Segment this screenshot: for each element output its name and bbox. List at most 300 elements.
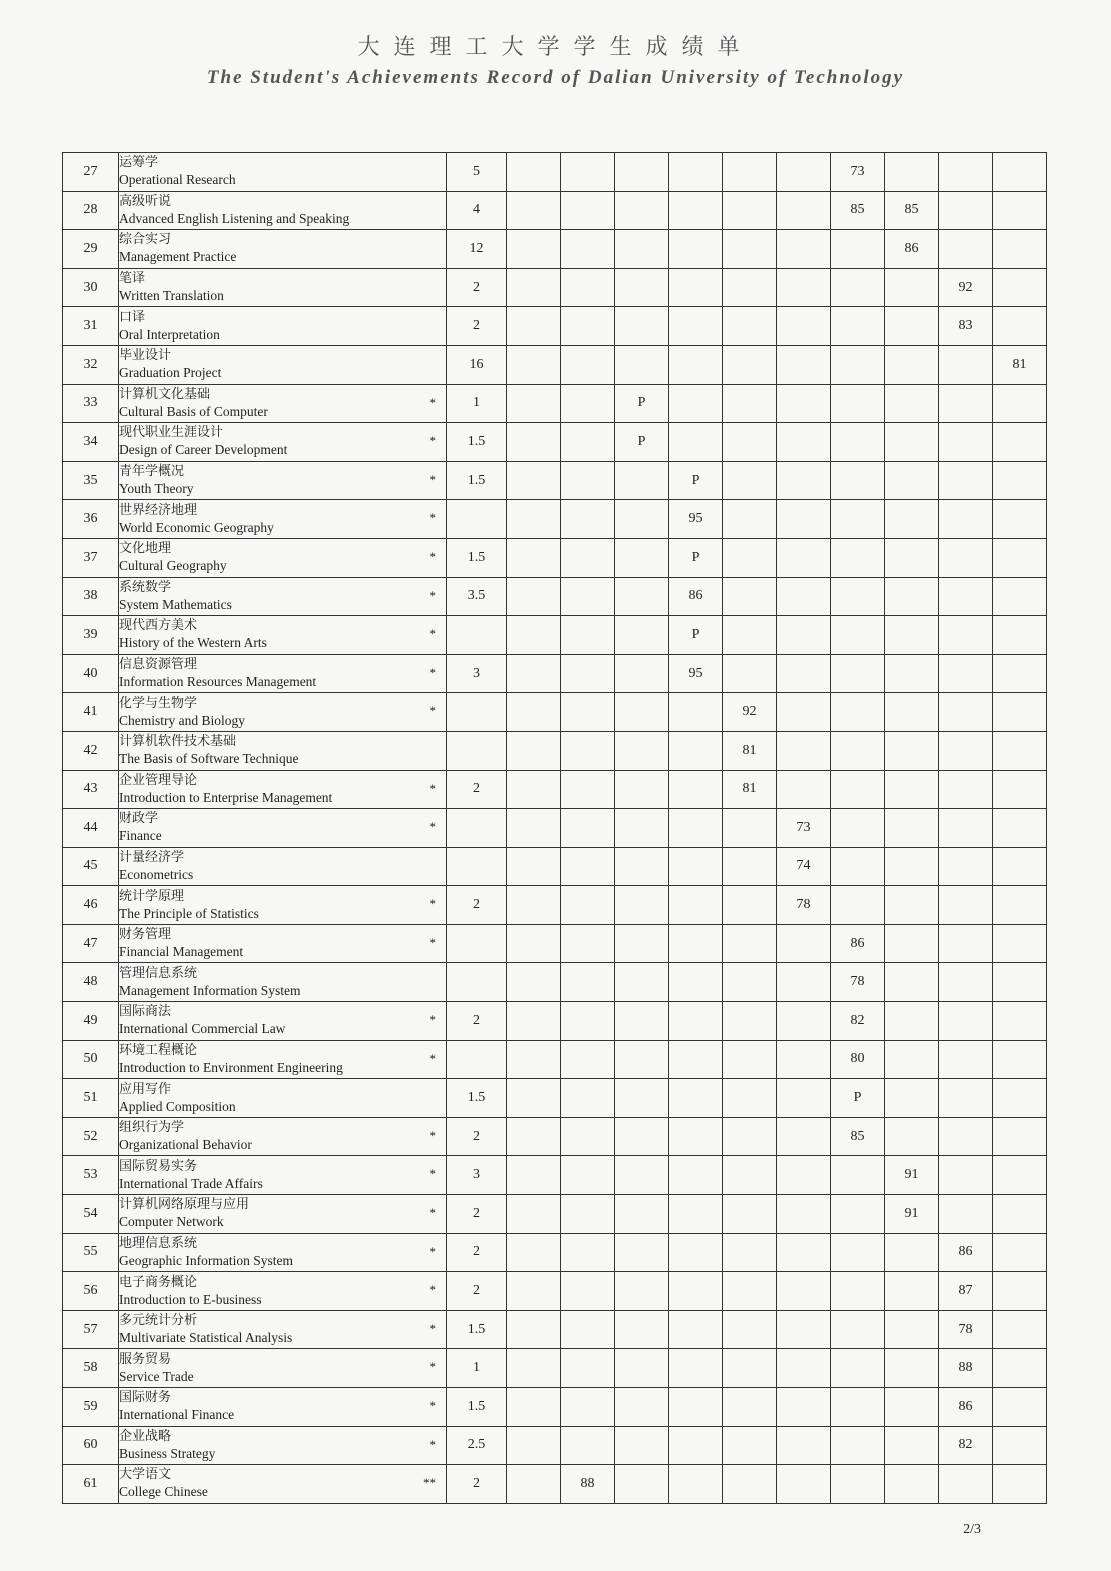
elective-mark: * (429, 664, 436, 680)
table-row (63, 1002, 1047, 1041)
row-number: 59 (63, 1388, 119, 1427)
score-cell: 92 (939, 268, 993, 307)
score-cell: 78 (777, 886, 831, 925)
course-cell (119, 423, 447, 462)
table-row (63, 577, 1047, 616)
score-cell (939, 423, 993, 462)
credit-cell: 2.5 (447, 1426, 507, 1465)
score-cell (561, 693, 615, 732)
score-cell (615, 153, 669, 192)
score-cell: 78 (831, 963, 885, 1002)
score-cell (669, 1117, 723, 1156)
table-row (63, 384, 1047, 423)
course-name-english: Computer Network (119, 1214, 224, 1230)
score-cell (993, 886, 1047, 925)
table-row (63, 1388, 1047, 1427)
score-cell (885, 345, 939, 384)
table-row (63, 1426, 1047, 1465)
score-cell (777, 384, 831, 423)
score-cell (561, 191, 615, 230)
course-name-chinese: 国际商法 (119, 1004, 172, 1020)
course-cell (119, 461, 447, 500)
score-cell (669, 307, 723, 346)
score-cell (561, 654, 615, 693)
score-cell (831, 1195, 885, 1234)
course-name-chinese: 服务贸易 (119, 1351, 172, 1367)
score-cell (507, 268, 561, 307)
course-cell (119, 847, 447, 886)
course-name-english: College Chinese (119, 1484, 208, 1500)
table-row (63, 963, 1047, 1002)
course-name-chinese: 综合实习 (119, 232, 172, 248)
credit-cell: 4 (447, 191, 507, 230)
score-cell (723, 616, 777, 655)
row-number: 34 (63, 423, 119, 462)
row-number: 33 (63, 384, 119, 423)
course-name-english: Design of Career Development (119, 442, 288, 458)
credit-cell: 1 (447, 1349, 507, 1388)
score-cell (777, 1117, 831, 1156)
row-number: 27 (63, 153, 119, 192)
score-cell (939, 577, 993, 616)
course-name-chinese: 统计学原理 (119, 888, 185, 904)
course-name-english: Organizational Behavior (119, 1137, 252, 1153)
course-name-chinese: 企业战略 (119, 1428, 172, 1444)
score-cell: 73 (831, 153, 885, 192)
score-cell (885, 1272, 939, 1311)
row-number: 41 (63, 693, 119, 732)
score-cell (723, 461, 777, 500)
course-name-english: Multivariate Statistical Analysis (119, 1330, 293, 1346)
score-cell (669, 1310, 723, 1349)
row-number: 31 (63, 307, 119, 346)
elective-mark: * (429, 471, 436, 487)
table-row (63, 1349, 1047, 1388)
credit-cell: 3.5 (447, 577, 507, 616)
score-cell (669, 770, 723, 809)
score-cell (669, 345, 723, 384)
score-cell (939, 924, 993, 963)
course-name-chinese: 财务管理 (119, 927, 172, 943)
score-cell (507, 1002, 561, 1041)
score-cell (939, 963, 993, 1002)
credit-cell: 1.5 (447, 423, 507, 462)
credit-cell: 5 (447, 153, 507, 192)
score-cell (777, 461, 831, 500)
table-row (63, 770, 1047, 809)
course-name-chinese: 现代职业生涯设计 (119, 425, 224, 441)
score-cell (885, 1040, 939, 1079)
score-cell (615, 616, 669, 655)
score-cell (939, 847, 993, 886)
score-cell (885, 461, 939, 500)
score-cell (615, 500, 669, 539)
score-cell (885, 1117, 939, 1156)
score-cell (831, 577, 885, 616)
elective-mark: * (429, 1282, 436, 1298)
score-cell (669, 153, 723, 192)
course-cell (119, 1388, 447, 1427)
score-cell (669, 886, 723, 925)
course-name-chinese: 多元统计分析 (119, 1313, 198, 1329)
score-cell (669, 1426, 723, 1465)
score-cell (777, 538, 831, 577)
row-number: 39 (63, 616, 119, 655)
score-cell: 86 (939, 1388, 993, 1427)
course-name-english: Applied Composition (119, 1098, 236, 1114)
course-cell (119, 1195, 447, 1234)
score-cell (723, 1195, 777, 1234)
course-name-chinese: 地理信息系统 (119, 1235, 198, 1251)
table-row (63, 616, 1047, 655)
score-cell (561, 886, 615, 925)
score-cell (507, 770, 561, 809)
score-cell (669, 1040, 723, 1079)
course-cell (119, 1465, 447, 1504)
score-cell (723, 1156, 777, 1195)
course-cell (119, 230, 447, 269)
score-cell (507, 1156, 561, 1195)
score-cell (885, 268, 939, 307)
grades-table (62, 152, 1047, 1504)
score-cell (993, 500, 1047, 539)
score-cell (939, 1040, 993, 1079)
course-cell (119, 886, 447, 925)
score-cell (561, 731, 615, 770)
score-cell (777, 616, 831, 655)
row-number: 52 (63, 1117, 119, 1156)
credit-cell: 12 (447, 230, 507, 269)
table-row (63, 654, 1047, 693)
score-cell: 86 (669, 577, 723, 616)
row-number: 51 (63, 1079, 119, 1118)
score-cell: 83 (939, 307, 993, 346)
table-row (63, 1117, 1047, 1156)
score-cell (939, 693, 993, 732)
score-cell (615, 1310, 669, 1349)
score-cell (723, 1310, 777, 1349)
course-cell (119, 1233, 447, 1272)
score-cell (507, 1465, 561, 1504)
score-cell (777, 963, 831, 1002)
score-cell: 80 (831, 1040, 885, 1079)
credit-cell: 1.5 (447, 1388, 507, 1427)
score-cell (561, 1388, 615, 1427)
score-cell (723, 307, 777, 346)
score-cell (723, 500, 777, 539)
score-cell (561, 577, 615, 616)
score-cell (993, 847, 1047, 886)
credit-cell (447, 847, 507, 886)
elective-mark: * (429, 896, 436, 912)
course-name-chinese: 国际贸易实务 (119, 1158, 198, 1174)
score-cell (777, 1388, 831, 1427)
course-name-chinese: 管理信息系统 (119, 965, 198, 981)
table-row (63, 1310, 1047, 1349)
credit-cell: 2 (447, 1117, 507, 1156)
course-name-english: Information Resources Management (119, 674, 317, 690)
score-cell (723, 886, 777, 925)
score-cell (885, 1310, 939, 1349)
score-cell (615, 1195, 669, 1234)
score-cell (723, 577, 777, 616)
score-cell (561, 1310, 615, 1349)
score-cell (723, 153, 777, 192)
score-cell (507, 1195, 561, 1234)
score-cell (507, 423, 561, 462)
score-cell (507, 693, 561, 732)
score-cell (831, 461, 885, 500)
score-cell (993, 1195, 1047, 1234)
score-cell (615, 191, 669, 230)
score-cell: P (615, 384, 669, 423)
score-cell (669, 191, 723, 230)
score-cell (615, 1079, 669, 1118)
row-number: 55 (63, 1233, 119, 1272)
score-cell (669, 963, 723, 1002)
score-cell (939, 345, 993, 384)
score-cell (885, 847, 939, 886)
score-cell (669, 1195, 723, 1234)
course-name-english: The Basis of Software Technique (119, 751, 299, 767)
credit-cell: 3 (447, 1156, 507, 1195)
document-header (0, 30, 1111, 89)
score-cell (885, 1388, 939, 1427)
score-cell (993, 693, 1047, 732)
score-cell (939, 461, 993, 500)
score-cell (615, 770, 669, 809)
score-cell (939, 886, 993, 925)
score-cell (993, 153, 1047, 192)
course-cell (119, 924, 447, 963)
score-cell (993, 1465, 1047, 1504)
score-cell (993, 1117, 1047, 1156)
row-number: 60 (63, 1426, 119, 1465)
score-cell (885, 770, 939, 809)
course-name-chinese: 计算机网络原理与应用 (119, 1197, 250, 1213)
credit-cell: 1.5 (447, 1079, 507, 1118)
score-cell (507, 191, 561, 230)
score-cell (993, 1079, 1047, 1118)
row-number: 32 (63, 345, 119, 384)
course-cell (119, 693, 447, 732)
score-cell (885, 886, 939, 925)
score-cell (939, 809, 993, 848)
score-cell (939, 153, 993, 192)
row-number: 54 (63, 1195, 119, 1234)
score-cell (777, 1079, 831, 1118)
table-row (63, 1040, 1047, 1079)
score-cell (885, 500, 939, 539)
course-name-chinese: 高级听说 (119, 193, 172, 209)
score-cell: P (831, 1079, 885, 1118)
score-cell (723, 1272, 777, 1311)
score-cell (669, 384, 723, 423)
score-cell (885, 1465, 939, 1504)
score-cell (615, 1040, 669, 1079)
score-cell: 74 (777, 847, 831, 886)
course-name-english: Geographic Information System (119, 1252, 293, 1268)
course-cell (119, 268, 447, 307)
table-row (63, 307, 1047, 346)
score-cell (885, 153, 939, 192)
score-cell (561, 1040, 615, 1079)
course-name-english: World Economic Geography (119, 519, 274, 535)
score-cell (885, 1079, 939, 1118)
row-number: 29 (63, 230, 119, 269)
score-cell (993, 1233, 1047, 1272)
score-cell (939, 770, 993, 809)
score-cell (615, 1349, 669, 1388)
score-cell (885, 924, 939, 963)
score-cell (939, 654, 993, 693)
score-cell (669, 1002, 723, 1041)
course-name-chinese: 大学语文 (119, 1467, 172, 1483)
score-cell (669, 1156, 723, 1195)
score-cell (831, 268, 885, 307)
score-cell (507, 1272, 561, 1311)
score-cell (561, 616, 615, 655)
elective-mark: * (429, 1398, 436, 1413)
score-cell (939, 384, 993, 423)
score-cell: 85 (831, 191, 885, 230)
score-cell (723, 963, 777, 1002)
score-cell (777, 1195, 831, 1234)
table-row (63, 268, 1047, 307)
score-cell (993, 1156, 1047, 1195)
elective-mark: * (429, 1166, 436, 1182)
score-cell (615, 1002, 669, 1041)
score-cell (561, 345, 615, 384)
elective-mark: * (429, 934, 436, 950)
score-cell (993, 1002, 1047, 1041)
score-cell (615, 1388, 669, 1427)
score-cell (507, 654, 561, 693)
score-cell (939, 538, 993, 577)
score-cell: 86 (885, 230, 939, 269)
credit-cell: 2 (447, 770, 507, 809)
course-name-chinese: 计算机文化基础 (119, 386, 211, 402)
score-cell: 81 (993, 345, 1047, 384)
course-name-chinese: 运筹学 (119, 155, 159, 171)
score-cell (669, 731, 723, 770)
course-name-english: Advanced English Listening and Speaking (119, 210, 350, 226)
row-number: 48 (63, 963, 119, 1002)
course-name-english: Oral Interpretation (119, 326, 220, 342)
score-cell (993, 268, 1047, 307)
credit-cell: 2 (447, 1465, 507, 1504)
credit-cell: 2 (447, 1002, 507, 1041)
score-cell (561, 1117, 615, 1156)
score-cell (993, 384, 1047, 423)
row-number: 44 (63, 809, 119, 848)
score-cell (723, 1426, 777, 1465)
score-cell (831, 230, 885, 269)
course-cell (119, 654, 447, 693)
title-english: The Student's Achievements Record of Dalian University of Technology (206, 67, 905, 88)
score-cell (561, 809, 615, 848)
course-name-english: Business Strategy (119, 1445, 216, 1461)
score-cell (615, 230, 669, 269)
score-cell (507, 307, 561, 346)
score-cell (831, 731, 885, 770)
course-cell (119, 191, 447, 230)
table-row (63, 731, 1047, 770)
row-number: 46 (63, 886, 119, 925)
score-cell (993, 809, 1047, 848)
row-number: 35 (63, 461, 119, 500)
course-cell (119, 1002, 447, 1041)
table-row (63, 500, 1047, 539)
course-cell (119, 1426, 447, 1465)
course-name-chinese: 现代西方美术 (119, 618, 198, 634)
score-cell (939, 1117, 993, 1156)
score-cell: 78 (939, 1310, 993, 1349)
score-cell (777, 731, 831, 770)
course-name-english: Introduction to Enterprise Management (119, 789, 333, 805)
score-cell (507, 538, 561, 577)
score-cell (561, 538, 615, 577)
elective-mark: * (429, 1127, 436, 1143)
course-name-english: International Commercial Law (119, 1021, 286, 1037)
score-cell (723, 345, 777, 384)
course-name-english: Management Practice (119, 249, 237, 265)
course-cell (119, 963, 447, 1002)
score-cell (993, 230, 1047, 269)
course-name-english: Operational Research (119, 172, 236, 188)
score-cell (777, 268, 831, 307)
course-cell (119, 577, 447, 616)
score-cell (777, 654, 831, 693)
course-cell (119, 1349, 447, 1388)
score-cell: 87 (939, 1272, 993, 1311)
score-cell (885, 963, 939, 1002)
course-name-chinese: 企业管理导论 (119, 772, 198, 788)
score-cell (723, 924, 777, 963)
course-cell (119, 1310, 447, 1349)
score-cell (831, 1272, 885, 1311)
credit-cell: 2 (447, 1195, 507, 1234)
score-cell (507, 1388, 561, 1427)
score-cell: P (669, 461, 723, 500)
course-name-english: Youth Theory (119, 481, 194, 497)
score-cell (669, 1079, 723, 1118)
course-cell (119, 731, 447, 770)
course-name-english: International Trade Affairs (119, 1175, 263, 1191)
score-cell (723, 1117, 777, 1156)
score-cell: 86 (939, 1233, 993, 1272)
table-row (63, 1079, 1047, 1118)
credit-cell: 3 (447, 654, 507, 693)
score-cell (993, 577, 1047, 616)
score-cell (777, 500, 831, 539)
score-cell (507, 153, 561, 192)
score-cell (669, 1388, 723, 1427)
credit-cell (447, 809, 507, 848)
score-cell (723, 654, 777, 693)
score-cell (615, 268, 669, 307)
score-cell (507, 731, 561, 770)
table-row (63, 191, 1047, 230)
score-cell (831, 345, 885, 384)
score-cell (507, 1349, 561, 1388)
course-name-english: Cultural Basis of Computer (119, 403, 268, 419)
credit-cell (447, 924, 507, 963)
score-cell (993, 1426, 1047, 1465)
grades-table-body (63, 153, 1047, 1504)
score-cell (831, 809, 885, 848)
score-cell (831, 1156, 885, 1195)
